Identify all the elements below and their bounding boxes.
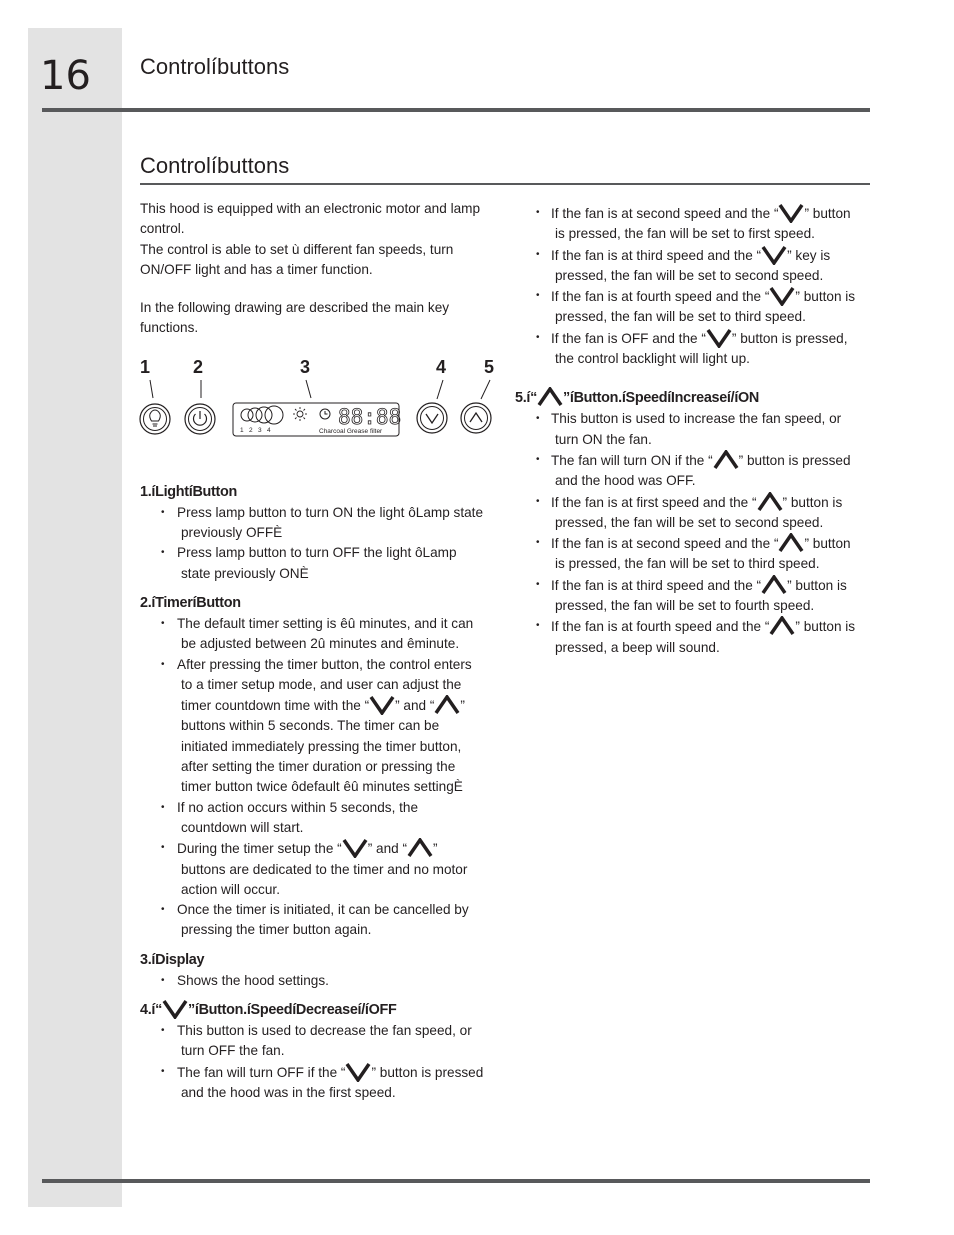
list-item-text: ” button is pressed, the fan will be set to third speed. <box>555 536 851 572</box>
increase-button-heading <box>515 387 860 409</box>
list-item: • Press lamp button to turn OFF the light ôLamp state previously ONÈ <box>140 543 485 584</box>
decrease-button-heading <box>140 999 485 1021</box>
list-item <box>515 328 860 370</box>
up-arrow-icon <box>769 616 795 636</box>
intro-paragraph-3: In the following drawing are described the main key functions. <box>140 300 450 336</box>
light-button-heading: 1.íLightíButton <box>140 483 238 500</box>
list-item-text: ” and “ <box>395 698 435 714</box>
heading-text: 4.í“ <box>140 1002 162 1019</box>
list-item: • This button is used to increase the fan speed, or turn ON the fan. <box>515 409 860 450</box>
filter-label: Charcoal Grease filter <box>319 428 383 435</box>
list-item-text: ” button is pressed and the hood was OFF. <box>555 452 851 489</box>
speed-label: 3 <box>258 427 262 434</box>
list-item <box>515 492 860 534</box>
list-item-text: ” key is pressed, the fan will be set to second speed. <box>555 247 831 283</box>
right-column <box>515 203 860 658</box>
intro-paragraph-1: This hood is equipped with an electronic motor and lamp control. <box>140 201 481 237</box>
list-item-text: ” button is pressed, the control backlight will light up. <box>555 330 848 367</box>
up-arrow-icon <box>757 492 783 512</box>
list-item-text: The fan will turn OFF if the “ <box>177 1064 346 1080</box>
list-item-text: If the fan is at second speed and the “ <box>551 536 779 552</box>
up-arrow-icon <box>461 403 491 433</box>
section-title: Controlíbuttons <box>140 153 290 178</box>
header-rule <box>42 108 870 112</box>
list-item <box>515 286 860 328</box>
header-title: Controlíbuttons <box>140 54 290 79</box>
section-rule <box>140 183 870 185</box>
speed-label: 2 <box>249 427 253 434</box>
left-column <box>140 199 485 1103</box>
list-item <box>140 838 485 900</box>
list-item <box>515 203 860 245</box>
callout-number-2: 2 <box>193 357 204 377</box>
list-item-text: ” button is pressed and the hood was in the first speed. <box>181 1064 484 1100</box>
list-item-text: If the fan is at first speed and the “ <box>551 494 757 510</box>
clock-icon <box>320 409 330 419</box>
list-item-text: ” button is pressed, the fan will be set to third speed. <box>555 289 856 325</box>
increase-button-list <box>515 409 860 658</box>
intro-paragraph-2: The control is able to set ù different fan speeds, turn ON/OFF light and has a timer function. <box>140 241 454 277</box>
down-arrow-icon <box>345 1062 371 1082</box>
callout-number-3: 3 <box>300 357 311 377</box>
list-item-text: ” buttons are dedicated to the timer and no motor action will occur. <box>181 841 468 897</box>
list-item-text: If the fan is at fourth speed and the “ <box>551 289 770 305</box>
page-number: 16 <box>40 53 91 99</box>
display-heading: 3.íDisplay <box>140 951 205 968</box>
list-item-text: If the fan is at fourth speed and the “ <box>551 619 770 635</box>
control-panel-diagram <box>138 356 498 440</box>
list-item <box>515 450 860 492</box>
list-item: • If no action occurs within 5 seconds, the countdown will start. <box>140 798 485 839</box>
fan-speed-icon <box>241 406 283 424</box>
up-arrow-icon <box>713 450 739 470</box>
down-arrow-icon <box>706 328 732 348</box>
heading-text: 5.í“ <box>515 390 537 407</box>
decrease-button-list <box>140 1021 485 1103</box>
list-item-text: ” buttons within 5 seconds. The timer can be initiated immediately pressing the timer button, after setting the timer duration or pressing the timer button twice ôdefault êû minutes settingÈ <box>181 698 465 795</box>
callout-number-1: 1 <box>140 357 151 377</box>
list-item-text: ” button is pressed, the fan will be set to first speed. <box>555 206 851 242</box>
display-list <box>140 971 485 991</box>
list-item <box>515 245 860 287</box>
down-arrow-icon <box>778 203 804 223</box>
down-arrow-icon <box>342 838 368 858</box>
down-arrow-icon <box>417 403 447 433</box>
list-item: • The default timer setting is êû minutes, and it can be adjusted between 2û minutes and êminute. <box>140 614 485 655</box>
list-item-text: If the fan is at third speed and the “ <box>551 577 762 593</box>
list-item-text: ” button is pressed, the fan will be set to second speed. <box>555 494 843 530</box>
down-arrow-icon <box>761 245 787 265</box>
list-item-text: ” and “ <box>367 841 408 857</box>
timer-button-heading: 2.íTimeríButton <box>140 594 241 611</box>
light-button-list <box>140 503 485 584</box>
list-item: • This button is used to decrease the fan speed, or turn OFF the fan. <box>140 1021 485 1062</box>
up-arrow-icon <box>761 575 787 595</box>
list-item <box>140 1062 485 1104</box>
heading-text: ”íButton.íSpeedíDecreaseí/íOFF <box>188 1002 397 1019</box>
heading-text: ”íButton.íSpeedíIncreaseí/íON <box>563 390 760 407</box>
callout-number-4: 4 <box>436 357 447 377</box>
list-item-text: ” button is pressed, a beep will sound. <box>555 619 856 655</box>
footer-rule <box>42 1179 870 1183</box>
list-item-text: The fan will turn ON if the “ <box>551 452 713 468</box>
list-item-text: After pressing the timer button, the control enters to a timer setup mode, and user can adjust the timer countdown time with the “ <box>177 656 472 714</box>
up-arrow-icon <box>407 838 433 858</box>
down-arrow-icon <box>162 999 188 1019</box>
decrease-button-list-continued <box>515 203 860 369</box>
list-item: • Press lamp button to turn ON the light ôLamp state previously OFFÈ <box>140 503 485 544</box>
list-item-text: If the fan is OFF and the “ <box>551 330 706 346</box>
speed-label: 1 <box>240 427 244 434</box>
up-arrow-icon <box>434 695 460 715</box>
speed-label: 4 <box>267 427 271 434</box>
control-panel-drawing <box>138 356 498 440</box>
power-icon <box>185 404 215 434</box>
timer-display-digits: 88:88 <box>338 405 402 429</box>
list-item-text: During the timer setup the “ <box>177 841 342 857</box>
list-item-text: If the fan is at third speed and the “ <box>551 247 762 263</box>
timer-button-list <box>140 614 485 941</box>
page-side-strip <box>28 28 122 1207</box>
list-item <box>515 575 860 617</box>
list-item: • Once the timer is initiated, it can be cancelled by pressing the timer button again. <box>140 900 485 941</box>
list-item-text: ” button is pressed, the fan will be set to fourth speed. <box>555 577 847 614</box>
list-item <box>515 533 860 575</box>
up-arrow-icon <box>537 387 563 407</box>
list-item: • Shows the hood settings. <box>140 971 485 991</box>
light-bulb-icon <box>140 404 170 434</box>
list-item <box>140 655 485 798</box>
callout-number-5: 5 <box>484 357 495 377</box>
up-arrow-icon <box>778 533 804 553</box>
down-arrow-icon <box>769 286 795 306</box>
down-arrow-icon <box>369 695 395 715</box>
list-item <box>515 616 860 658</box>
sun-icon <box>293 407 307 421</box>
list-item-text: If the fan is at second speed and the “ <box>551 206 779 221</box>
